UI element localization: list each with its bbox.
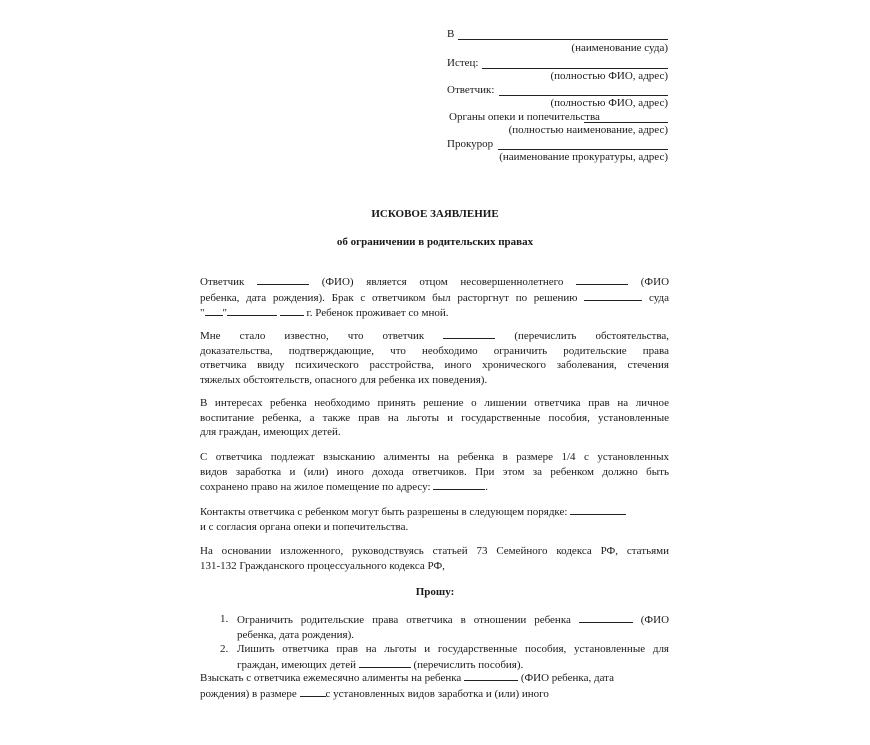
para-line: ребенка, дата рождения).	[237, 628, 354, 641]
blank-month	[227, 305, 277, 316]
court-blank	[458, 39, 668, 40]
text-fragment: г. Ребенок проживает со мной.	[306, 307, 449, 320]
paragraph-legal-basis	[200, 544, 669, 573]
para-line: С ответчика подлежат взысканию алименты на ребенка в размере 1/4 с установленных	[200, 451, 669, 463]
para-line	[200, 479, 669, 495]
para-line	[200, 274, 669, 290]
text-fragment: Контакты ответчика с ребенком могут быть разрешены в следующем порядке:	[200, 506, 568, 518]
defendant-label: Ответчик:	[447, 84, 495, 96]
prosecutor-hint: (наименование прокуратуры, адрес)	[499, 151, 668, 163]
para-line: ответчика ввиду психического расстройства, иного хронического заболевания, стечения	[200, 359, 669, 372]
plaintiff-blank	[482, 68, 668, 69]
para-line: тяжелых обстоятельств, опасного для ребенка их поведения).	[200, 373, 488, 386]
document-subtitle: об ограничении в родительских правах	[336, 236, 534, 248]
text-fragment: .	[485, 481, 488, 494]
blank-court-decision	[584, 290, 642, 301]
guardianship-hint: (полностью наименование, адрес)	[508, 124, 668, 136]
guardianship-label: Органы опеки и попечительства	[449, 111, 600, 123]
para-line	[200, 328, 669, 344]
para-line	[200, 686, 669, 702]
blank-child-fio	[579, 612, 633, 623]
para-line	[200, 504, 669, 520]
paragraph-circumstances	[200, 328, 669, 387]
court-hint: (наименование суда)	[571, 42, 668, 54]
prosecutor-label: Прокурор	[447, 138, 494, 150]
plaintiff-hint: (полностью ФИО, адрес)	[550, 70, 668, 82]
para-line: На основании изложенного, руководствуясь статьей 73 Семейного кодекса РФ, статьями	[200, 545, 669, 557]
blank-fio-child	[576, 274, 628, 285]
list-number: 2.	[220, 643, 229, 656]
text-fragment: (ФИО) является отцом несовершеннолетнего	[321, 276, 564, 288]
para-line: и с согласия органа опеки и попечительства.	[200, 520, 409, 533]
text-fragment: Взыскать с ответчика ежемесячно алименты на ребенка	[200, 672, 462, 684]
plead-heading: Прошу:	[415, 586, 455, 598]
blank-address	[433, 479, 485, 490]
text-fragment: ребенка, дата рождения). Брак с ответчиком был расторгнут по решению	[200, 291, 578, 304]
para-line	[200, 305, 669, 321]
document-title: ИСКОВОЕ ЗАЯВЛЕНИЕ	[371, 208, 499, 220]
blank-alimony-amount	[300, 686, 326, 697]
list-number: 1.	[220, 613, 229, 625]
defendant-hint: (полностью ФИО, адрес)	[550, 97, 668, 109]
blank-contact-order	[570, 504, 626, 515]
blank-fio-defendant	[257, 274, 309, 285]
text-fragment: рождения) в размере	[200, 687, 297, 700]
para-line: видов заработка и (или) иного дохода ответчиков. При этом за ребенком должно быть	[200, 465, 669, 478]
para-line: воспитание ребенка, а также прав на льготы и государственные пособия, установленные	[200, 411, 669, 424]
plaintiff-label: Истец:	[447, 57, 479, 69]
guardianship-blank	[584, 122, 668, 123]
text-fragment: Ограничить родительские права ответчика в отношении ребенка	[237, 614, 571, 626]
paragraph-alimony	[200, 450, 669, 495]
para-line	[200, 670, 669, 686]
blank-benefits	[359, 657, 411, 668]
court-prefix: В	[447, 28, 455, 40]
text-fragment: Ответчик	[200, 276, 245, 288]
text-fragment: (перечислить обстоятельства,	[514, 330, 670, 342]
blank-alimony-child	[464, 670, 518, 681]
paragraph-alimony-request	[200, 670, 669, 701]
text-fragment: с установленных видов заработка и (или) иного	[325, 687, 549, 700]
text-fragment: "	[222, 307, 227, 320]
text-fragment: (ФИО ребенка, дата	[520, 672, 614, 684]
text-fragment: "	[200, 307, 205, 320]
para-line	[237, 612, 669, 628]
para-line: доказательства, подтверждающие, что необходимо ограничить родительские права	[200, 344, 669, 357]
blank-circumstances	[443, 328, 495, 339]
para-line: 131-132 Гражданского процессуального кодекса РФ,	[200, 559, 445, 572]
prosecutor-blank	[498, 149, 668, 150]
para-line: В интересах ребенка необходимо принять решение о лишении ответчика прав на личное	[200, 397, 669, 409]
blank-day	[205, 305, 223, 316]
text-fragment: (ФИО	[640, 614, 670, 626]
text-fragment: (ФИО	[640, 276, 670, 288]
text-fragment: граждан, имеющих детей	[237, 658, 356, 671]
paragraph-defendant-identity	[200, 274, 669, 321]
text-fragment: (перечислить пособия).	[413, 658, 524, 671]
paragraph-contacts	[200, 504, 669, 534]
request-item	[200, 612, 669, 642]
blank-year	[280, 305, 304, 316]
request-item	[200, 642, 669, 672]
defendant-blank	[499, 95, 668, 96]
para-line: для граждан, имеющих детей.	[200, 426, 341, 439]
para-line: Лишить ответчика прав на льготы и государственные пособия, установленные для	[237, 643, 669, 656]
requests-list	[200, 612, 669, 672]
text-fragment: Мне стало известно, что ответчик	[200, 330, 425, 342]
paragraph-child-interests	[200, 396, 669, 440]
text-fragment: суда	[648, 291, 669, 304]
text-fragment: сохранено право на жилое помещение по адресу:	[200, 481, 431, 494]
para-line	[200, 290, 669, 306]
